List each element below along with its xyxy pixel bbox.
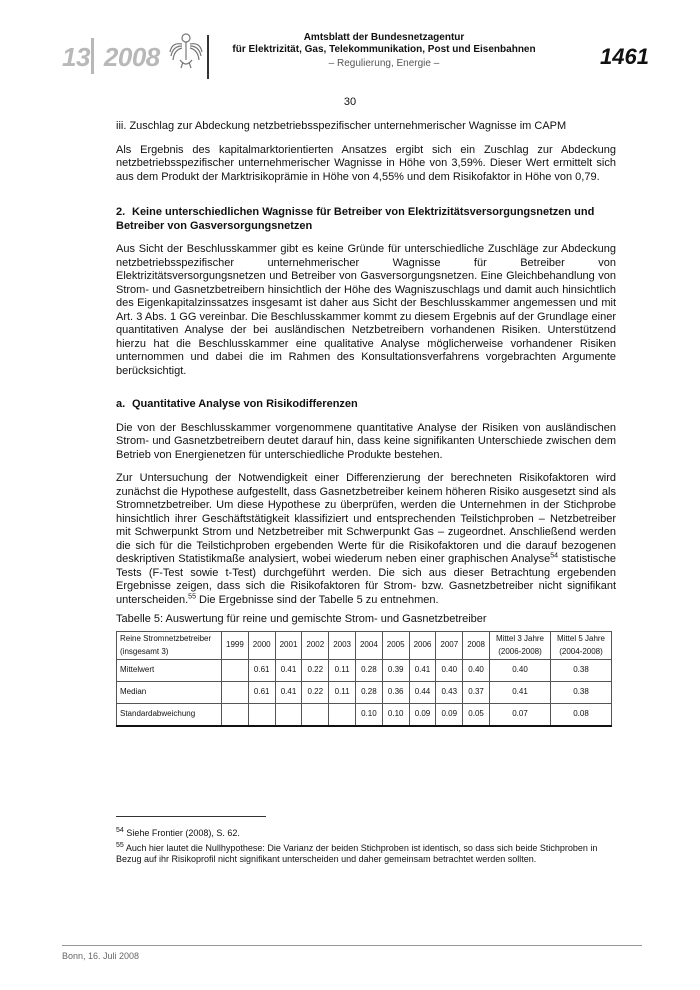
main-content bbox=[116, 120, 616, 727]
footnote-text: Siehe Frontier (2008), S. 62. bbox=[126, 828, 240, 838]
section-2-heading bbox=[116, 206, 616, 233]
column-header: 2004 bbox=[355, 631, 382, 659]
column-header: 2007 bbox=[436, 631, 463, 659]
table-cell: 0.36 bbox=[382, 681, 409, 703]
column-header: 2001 bbox=[275, 631, 302, 659]
table-row bbox=[117, 703, 612, 726]
issue-divider bbox=[91, 38, 94, 74]
footnote-separator bbox=[116, 816, 266, 817]
table-cell: 0.38 bbox=[551, 659, 612, 681]
table-cell: 0.41 bbox=[490, 681, 551, 703]
section-2-paragraph: Aus Sicht der Beschlusskammer gibt es keine Gründe für unterschiedliche Zuschläge zur Abdeckung netzbetriebsspezifischer unternehmerischer Wagnisse für Betreiber von Elektrizitätsversorgungsnetzen und Betreiber von Gasversorgungsnetzen. Eine Gleichbehandlung von Strom- und Gasnetzbetreibern hinsichtlich der Höhe des Wagniszuschlags und damit auch hinsichtlich des Eigenkapitalzinssatzes insgesamt ist daher aus Sicht der Beschlusskammer angemessen und mit Art. 3 Abs. 1 GG vereinbar. Die Beschlusskammer kommt zu diesem Ergebnis auf der Grundlage einer quantitativen Analyse der bei ausländischen Netzbetreibern vorhandenen Risiken. Unterstützend hierzu hat die Beschlusskammer eine qualitative Analyse möglicherweise vorhandener Risiken unternommen und dabei die im Rahmen des Konsultationsverfahrens vorgebrachten Argumente berücksichtigt. bbox=[116, 243, 616, 377]
table-cell bbox=[222, 703, 249, 726]
table-caption: Tabelle 5: Auswertung für reine und gemischte Strom- und Gasnetzbetreiber bbox=[116, 613, 487, 625]
table-cell: 0.08 bbox=[551, 703, 612, 726]
table-cell: 0.11 bbox=[329, 681, 356, 703]
section-a-number: a. bbox=[116, 398, 126, 410]
table-cell: 0.22 bbox=[302, 659, 329, 681]
column-header: 2008 bbox=[463, 631, 490, 659]
table-cell: 0.41 bbox=[409, 659, 436, 681]
table-cell: 0.44 bbox=[409, 681, 436, 703]
footnote-55 bbox=[116, 843, 616, 866]
column-header: Mittel 3 Jahre (2006-2008) bbox=[490, 631, 551, 659]
column-header: 2006 bbox=[409, 631, 436, 659]
table-cell bbox=[302, 703, 329, 726]
paragraph-text: statistische Tests (F-Test sowie t-Test) durchgeführt werden. Die sich aus dieser Betrachtung ergebenden Ergebnisse zeigen, dass sich die Risikofaktoren für Strom- bzw. Gasnetzbetreiber nicht signifikant unterscheiden. bbox=[116, 553, 616, 606]
table-cell: 0.10 bbox=[382, 703, 409, 726]
column-header: 2005 bbox=[382, 631, 409, 659]
table-cell: 0.61 bbox=[248, 681, 275, 703]
table-cell: 0.28 bbox=[355, 681, 382, 703]
issue-label bbox=[62, 42, 160, 73]
footnote-ref-54[interactable]: 54 bbox=[550, 552, 558, 560]
table-cell: 0.40 bbox=[436, 659, 463, 681]
document-page-number: 30 bbox=[343, 96, 357, 108]
table-cell: 0.41 bbox=[275, 681, 302, 703]
table-cell bbox=[248, 703, 275, 726]
paragraph-text: Zur Untersuchung der Notwendigkeit einer Differenzierung der berechneten Risikofaktoren wird zunächst die Hypothese aufgestellt, dass Gasnetzbetreiber keinem höheren Risiko ausgesetzt sind als Stromnetzbetreiber. Um diese Hypothese zu überprüfen, werden die Unternehmen in der Stichprobe hinsichtlich ihrer Geschäftstätigkeit klassifiziert und entsprechenden Teilstichproben – Netzbetreiber mit Schwerpunkt Strom und Netzbetreiber mit Schwerpunkt Gas – zugeordnet. Anschließend werden die sich für die Teilstichproben ergebenden Werte für die Risikofaktoren und die darauf bezogenen deskriptiven Statistikmaße analysiert, wobei wiederum neben einer graphischen Analyse bbox=[116, 472, 616, 565]
issue-year: 2008 bbox=[103, 42, 160, 72]
table-cell: 0.22 bbox=[302, 681, 329, 703]
table-cell: 0.38 bbox=[551, 681, 612, 703]
table-cell: 0.09 bbox=[409, 703, 436, 726]
row-label: Mittelwert bbox=[117, 659, 222, 681]
table-cell: 0.40 bbox=[463, 659, 490, 681]
gazette-title bbox=[214, 32, 554, 70]
table-cell: 0.37 bbox=[463, 681, 490, 703]
footnote-54 bbox=[116, 828, 616, 840]
column-header: Mittel 5 Jahre (2004-2008) bbox=[551, 631, 612, 659]
footnote-number: 54 bbox=[116, 827, 124, 834]
table-cell: 0.40 bbox=[490, 659, 551, 681]
table-cell bbox=[222, 659, 249, 681]
table-cell bbox=[275, 703, 302, 726]
footnote-number: 55 bbox=[116, 841, 124, 849]
column-header: 2000 bbox=[248, 631, 275, 659]
footnote-text: Auch hier lautet die Nullhypothese: Die Varianz der beiden Stichproben ist identisch, so dass sich beide Stichproben in Bezug auf ihr Risikoprofil nicht signifikant unterscheiden und daher gemeinsam betrachtet werden sollten. bbox=[116, 842, 598, 864]
table-cell: 0.09 bbox=[436, 703, 463, 726]
issue-number: 13 bbox=[62, 42, 90, 72]
footnote-ref-55[interactable]: 55 bbox=[188, 592, 196, 600]
footer-date: Bonn, 16. Juli 2008 bbox=[62, 951, 140, 961]
risk-factor-table bbox=[116, 631, 612, 727]
table-cell: 0.41 bbox=[275, 659, 302, 681]
gazette-title-line1: Amtsblatt der Bundesnetzagentur bbox=[303, 32, 465, 43]
section-a-paragraph-1: Die von der Beschlusskammer vorgenommene quantitative Analyse der Risiken von ausländischen Strom- und Gasnetzbetreibern deutet darauf hin, dass keine signifikanten Unterschiede zwischen dem Betrieb von Energienetzen für unterschiedliche Produkte bestehen. bbox=[116, 421, 616, 461]
table-cell: 0.07 bbox=[490, 703, 551, 726]
column-header: 2003 bbox=[329, 631, 356, 659]
footnotes bbox=[116, 828, 616, 869]
header-divider bbox=[207, 35, 209, 79]
section-iii-heading: iii. Zuschlag zur Abdeckung netzbetriebsspezifischer unternehmerischer Wagnisse im CAPM bbox=[116, 120, 567, 132]
row-label: Median bbox=[117, 681, 222, 703]
column-header: 2002 bbox=[302, 631, 329, 659]
federal-eagle-icon bbox=[168, 30, 204, 70]
table-cell: 0.61 bbox=[248, 659, 275, 681]
table-header-row bbox=[117, 631, 612, 659]
section-a-paragraph-2 bbox=[116, 472, 616, 607]
table-cell bbox=[222, 681, 249, 703]
paragraph-text: Die Ergebnisse sind der Tabelle 5 zu entnehmen. bbox=[195, 593, 439, 606]
gazette-title-line2: für Elektrizität, Gas, Telekommunikation, Post und Eisenbahnen bbox=[232, 44, 536, 55]
table-cell: 0.10 bbox=[355, 703, 382, 726]
row-label: Standardabweichung bbox=[117, 703, 222, 726]
section-a-title: Quantitative Analyse von Risikodifferenzen bbox=[132, 398, 358, 410]
table-row bbox=[117, 681, 612, 703]
table-cell: 0.39 bbox=[382, 659, 409, 681]
table-row bbox=[117, 659, 612, 681]
section-2-title: Keine unterschiedlichen Wagnisse für Betreiber von Elektrizitätsversorgungsnetzen und Betreiber von Gasversorgungsnetzen bbox=[116, 206, 595, 232]
section-2-number: 2. bbox=[116, 206, 126, 218]
table-cell bbox=[329, 703, 356, 726]
section-a-heading bbox=[116, 398, 616, 412]
table-cell: 0.43 bbox=[436, 681, 463, 703]
table-cell: 0.05 bbox=[463, 703, 490, 726]
column-header: 1999 bbox=[222, 631, 249, 659]
section-iii-paragraph: Als Ergebnis des kapitalmarktorientierten Ansatzes ergibt sich ein Zuschlag zur Abdeckung netzbetriebsspezifischer unternehmerischer Wagnisse in Höhe von 3,59%. Dieser Wert ermittelt sich aus dem Produkt der Marktrisikoprämie in Höhe von 4,55% und dem Risikofaktor in Höhe von 0,79. bbox=[116, 143, 616, 183]
gazette-subtitle: – Regulierung, Energie – bbox=[328, 58, 440, 69]
table-cell: 0.11 bbox=[329, 659, 356, 681]
footer-rule bbox=[62, 945, 642, 946]
table-row-header: Reine Stromnetzbetreiber (insgesamt 3) bbox=[117, 631, 222, 659]
table-cell: 0.28 bbox=[355, 659, 382, 681]
gazette-page-number: 1461 bbox=[600, 44, 649, 69]
